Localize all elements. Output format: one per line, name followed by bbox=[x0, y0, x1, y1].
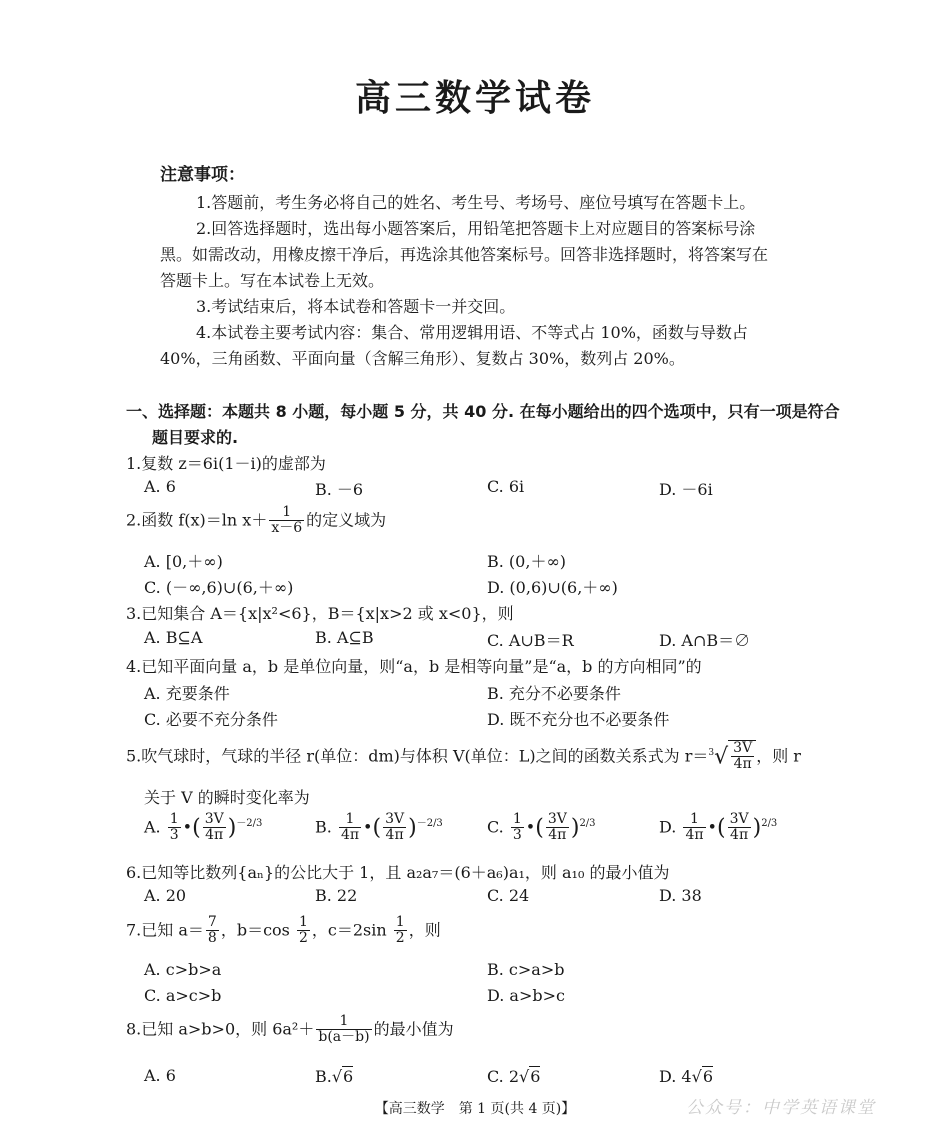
q6-option-b: B. 22 bbox=[315, 886, 358, 905]
q7-frac-a-den: 8 bbox=[207, 930, 217, 947]
q8-option-c bbox=[487, 1066, 540, 1086]
q5-a-label: A. bbox=[144, 817, 161, 837]
q5-b-base bbox=[383, 812, 406, 844]
question-5-stem-cont: 关于 V 的瞬时变化率为 bbox=[144, 788, 310, 807]
q4-option-b: B. 充分不必要条件 bbox=[487, 684, 621, 703]
q1-option-a: A. 6 bbox=[144, 477, 176, 496]
q5-c-base-den: 4π bbox=[548, 827, 567, 844]
q5-d-coef bbox=[683, 812, 705, 844]
q5-a-coef bbox=[168, 812, 181, 844]
section-heading-cont: 题目要求的. bbox=[152, 428, 239, 447]
q7-frac-c-den: 2 bbox=[395, 930, 405, 947]
q8-stem-post: 的最小值为 bbox=[373, 1019, 454, 1039]
q2-frac-den: x－6 bbox=[271, 520, 303, 537]
q5-d-coef-num: 1 bbox=[683, 812, 705, 828]
q2-stem-pre: 2.函数 f(x)＝ln x＋ bbox=[126, 510, 268, 530]
q7-frac-c-num: 1 bbox=[395, 914, 405, 930]
q8-c-label: C. 2 bbox=[487, 1067, 520, 1086]
q7-frac-b-num: 1 bbox=[298, 914, 308, 930]
radical-sign-icon: √ bbox=[331, 1067, 343, 1086]
q8-b-label: B. bbox=[315, 1067, 332, 1086]
radical-sign-icon: √ bbox=[714, 744, 729, 770]
page-footer: 【高三数学 第 1 页(共 4 页)】 bbox=[374, 1101, 576, 1117]
q7-frac-b-den: 2 bbox=[298, 930, 308, 947]
q8-d-label: D. 4 bbox=[659, 1067, 692, 1086]
q8-option-b bbox=[315, 1066, 353, 1086]
q5-radicand bbox=[728, 740, 756, 773]
q5-a-exp: －2/3 bbox=[236, 818, 263, 830]
q5-option-c: C. $\frac{1}{3}$ •( $\frac{3V}{4\pi}$ )$^{2/3}$ bbox=[487, 811, 596, 844]
question-2-stem bbox=[126, 505, 386, 537]
radical-sign-icon: √ bbox=[519, 1067, 530, 1086]
q5-a-coef-den: 3 bbox=[169, 827, 179, 844]
q1-option-c: C. 6i bbox=[487, 477, 525, 496]
q8-d-radicand: 6 bbox=[702, 1067, 713, 1086]
q8-option-d bbox=[659, 1066, 713, 1086]
q5-d-coef-den: 4π bbox=[685, 827, 704, 844]
q5-d-base-num: 3V bbox=[729, 811, 749, 827]
q7-part-3: ，c＝2sin bbox=[311, 920, 387, 940]
q7-part-1: 7.已知 a＝ bbox=[126, 920, 204, 940]
q8-stem-pre: 8.已知 a>b>0，则 6a²＋ bbox=[126, 1019, 315, 1039]
q2-frac-num: 1 bbox=[269, 505, 304, 521]
q8-option-a: A. 6 bbox=[144, 1066, 176, 1085]
q5-c-coef bbox=[511, 812, 524, 844]
watermark: 公众号：中学英语课堂 bbox=[686, 1098, 876, 1118]
q5-b-coef-den: 4π bbox=[340, 827, 360, 844]
q5-a-coef-num: 1 bbox=[169, 811, 179, 827]
radical-sign-icon: √ bbox=[691, 1067, 702, 1086]
q7-option-a: A. c>b>a bbox=[144, 960, 222, 979]
q5-a-base-num: 3V bbox=[204, 811, 224, 827]
notice-line-1: 1.答题前，考生务必将自己的姓名、考生号、考场号、座位号填写在答题卡上。 bbox=[196, 193, 756, 212]
q5-b-base-den: 4π bbox=[385, 827, 404, 844]
q7-option-c: C. a>c>b bbox=[144, 986, 222, 1005]
notice-heading: 注意事项： bbox=[160, 165, 245, 185]
q7-frac-a bbox=[206, 915, 219, 947]
q4-option-c: C. 必要不充分条件 bbox=[144, 710, 278, 729]
notice-line-6: 4.本试卷主要考试内容：集合、常用逻辑用语、不等式占 10%，函数与导数占 bbox=[196, 323, 748, 342]
q5-d-base-den: 4π bbox=[730, 827, 749, 844]
q1-option-d: D. －6i bbox=[659, 480, 713, 499]
notice-line-4: 答题卡上。写在本试卷上无效。 bbox=[160, 271, 385, 290]
q3-option-d: D. A∩B＝∅ bbox=[659, 631, 751, 650]
q5-c-coef-num: 1 bbox=[512, 811, 522, 827]
q8-b-radicand: 6 bbox=[343, 1067, 354, 1086]
q5-d-base bbox=[728, 812, 751, 844]
q4-option-a: A. 充要条件 bbox=[144, 684, 230, 703]
q5-stem-post: ，则 r bbox=[756, 746, 801, 766]
question-8-stem bbox=[126, 1014, 454, 1046]
q7-frac-b bbox=[297, 915, 310, 947]
q5-fraction bbox=[731, 741, 754, 773]
q5-root-index: 3 bbox=[708, 748, 715, 759]
q7-option-d: D. a>b>c bbox=[487, 986, 565, 1005]
q5-option-a: A. $\frac{1}{3}$ •( $\frac{3V}{4\pi}$ )$^{-2/3}$ bbox=[144, 811, 263, 844]
question-3-stem: 3.已知集合 A＝{x|x²<6}，B＝{x|x>2 或 x<0}，则 bbox=[126, 604, 514, 623]
q2-option-c: C. (－∞,6)∪(6,＋∞) bbox=[144, 578, 294, 597]
notice-line-7: 40%，三角函数、平面向量（含解三角形）、复数占 30%，数列占 20%。 bbox=[160, 349, 685, 368]
q4-option-d: D. 既不充分也不必要条件 bbox=[487, 710, 670, 729]
q7-part-2: ，b＝cos bbox=[220, 920, 290, 940]
q8-frac-den: b(a－b) bbox=[318, 1029, 370, 1046]
q2-fraction bbox=[269, 505, 304, 537]
notice-line-2: 2.回答选择题时，选出每小题答案后，用铅笔把答题卡上对应题目的答案标号涂 bbox=[196, 219, 756, 238]
q5-d-exp: 2/3 bbox=[761, 818, 778, 830]
q6-option-c: C. 24 bbox=[487, 886, 530, 905]
q5-c-exp: 2/3 bbox=[579, 818, 596, 830]
q5-c-base bbox=[546, 812, 569, 844]
q1-option-b: B. －6 bbox=[315, 480, 364, 499]
q5-a-base bbox=[203, 812, 226, 844]
q7-frac-c bbox=[394, 915, 407, 947]
q8-c-radicand: 6 bbox=[530, 1067, 541, 1086]
q3-option-b: B. A⊆B bbox=[315, 628, 374, 647]
q3-option-c: C. A∪B＝R bbox=[487, 631, 574, 650]
q6-option-d: D. 38 bbox=[659, 886, 702, 905]
q5-a-base-den: 4π bbox=[205, 827, 224, 844]
notice-line-5: 3.考试结束后，将本试卷和答题卡一并交回。 bbox=[196, 297, 516, 316]
q7-frac-a-num: 7 bbox=[207, 914, 217, 930]
q2-stem-post: 的定义域为 bbox=[306, 510, 387, 530]
question-6-stem: 6.已知等比数列{aₙ}的公比大于 1，且 a₂a₇＝(6＋a₆)a₁，则 a₁₀ 的最小值为 bbox=[126, 863, 670, 882]
q7-part-4: ，则 bbox=[408, 920, 441, 940]
question-4-stem: 4.已知平面向量 a，b 是单位向量，则“a，b 是相等向量”是“a，b 的方向相同”的 bbox=[126, 657, 702, 676]
q2-option-b: B. (0,＋∞) bbox=[487, 552, 567, 571]
q5-b-label: B. bbox=[315, 817, 332, 837]
question-5-stem bbox=[126, 740, 801, 773]
q2-option-d: D. (0,6)∪(6,＋∞) bbox=[487, 578, 618, 597]
q3-option-a: A. B⊆A bbox=[144, 628, 203, 647]
q5-frac-den: 4π bbox=[733, 756, 752, 773]
q2-option-a: A. [0,＋∞) bbox=[144, 552, 223, 571]
exam-title: 高三数学试卷 bbox=[354, 78, 595, 119]
q5-b-exp: －2/3 bbox=[416, 818, 443, 830]
q5-frac-num: 3V bbox=[733, 740, 753, 756]
notice-line-3: 黑。如需改动，用橡皮擦干净后，再选涂其他答案标号。回答非选择题时，将答案写在 bbox=[160, 245, 769, 264]
q6-option-a: A. 20 bbox=[144, 886, 187, 905]
question-7-stem bbox=[126, 915, 441, 947]
q8-fraction bbox=[316, 1014, 371, 1046]
q5-c-label: C. bbox=[487, 817, 504, 837]
q5-b-coef-num: 1 bbox=[339, 812, 361, 828]
q5-d-label: D. bbox=[659, 817, 677, 837]
q5-c-base-num: 3V bbox=[547, 811, 567, 827]
q8-frac-num: 1 bbox=[316, 1014, 371, 1030]
q5-b-coef bbox=[339, 812, 361, 844]
q5-c-coef-den: 3 bbox=[512, 827, 522, 844]
section-heading: 一、选择题：本题共 8 小题，每小题 5 分，共 40 分. 在每小题给出的四个选项中，只有一项是符合 bbox=[126, 402, 840, 421]
q5-option-b: B. $\frac{1}{4\pi}$ •( $\frac{3V}{4\pi}$ )$^{-2/3}$ bbox=[315, 811, 443, 844]
q5-option-d: D. $\frac{1}{4\pi}$ •( $\frac{3V}{4\pi}$ )$^{2/3}$ bbox=[659, 811, 778, 844]
q5-stem-pre: 5.吹气球时，气球的半径 r(单位：dm)与体积 V(单位：L)之间的函数关系式为 r＝ bbox=[126, 746, 709, 766]
q7-option-b: B. c>a>b bbox=[487, 960, 565, 979]
q5-b-base-num: 3V bbox=[385, 811, 405, 827]
question-1-stem: 1.复数 z＝6i(1－i)的虚部为 bbox=[126, 454, 326, 473]
